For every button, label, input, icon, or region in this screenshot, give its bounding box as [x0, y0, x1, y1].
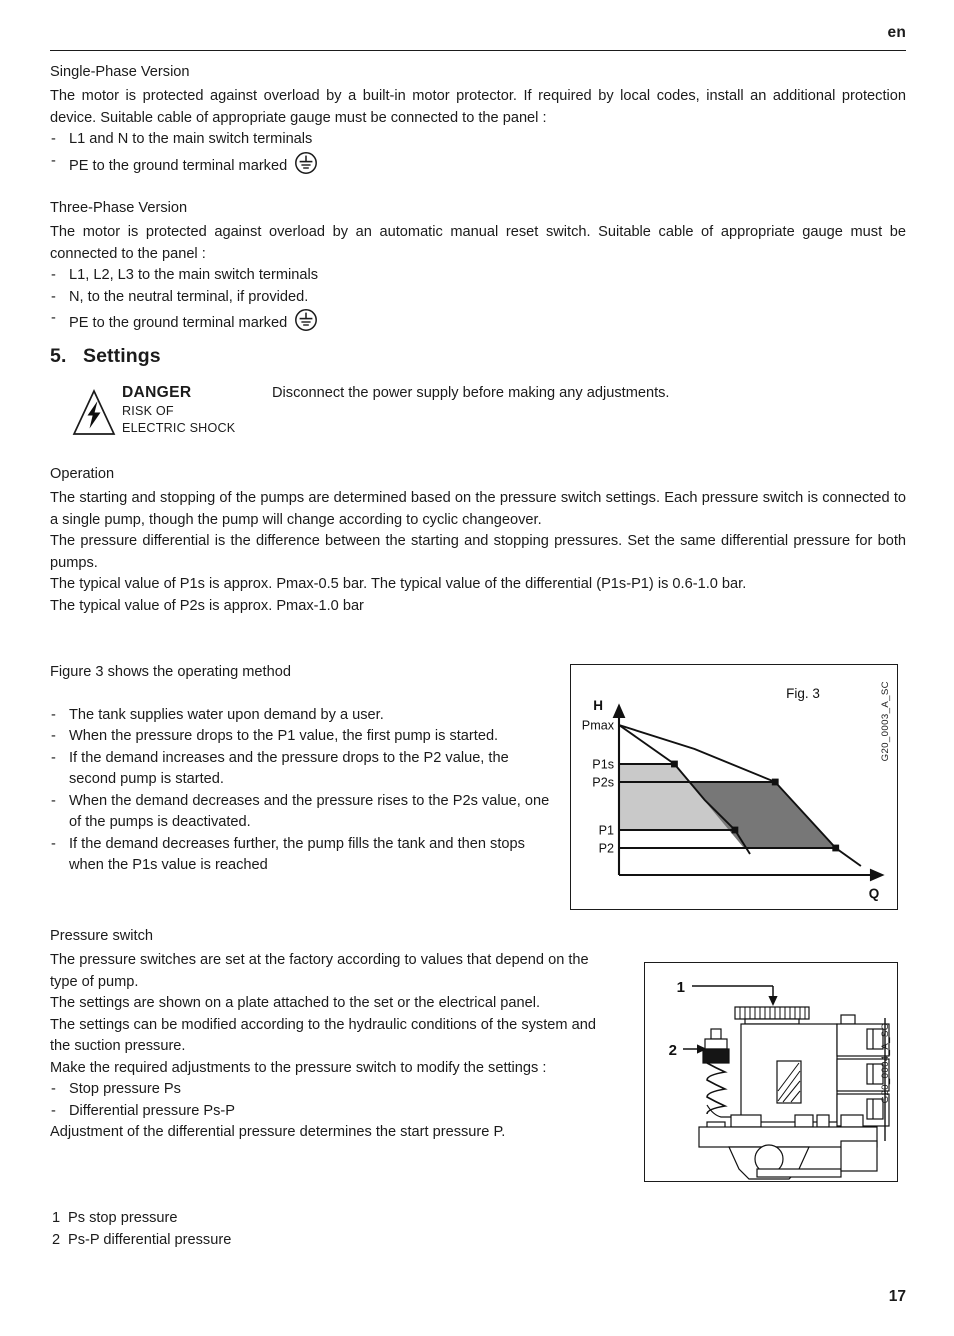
- legend-item-2: [52, 1230, 552, 1252]
- legend-item-1-number: 1: [52, 1210, 61, 1226]
- pressure-switch-bullet-2: Differential pressure Ps-P: [69, 1102, 236, 1119]
- figure3-bullet-1: The tank supplies water upon demand by a user.: [69, 706, 384, 723]
- single-phase-bullet-1: L1 and N to the main switch terminals: [69, 131, 313, 147]
- operation-paragraph-2: The pressure differential is the difference between the starting and stopping pressures. Set the same differential pressure for both pumps.: [50, 533, 906, 571]
- pressure-switch-drawing: [645, 963, 897, 1181]
- electric-shock-warning-icon: [72, 388, 116, 443]
- list-item: [50, 265, 906, 287]
- figure3-bullet-4: When the demand decreases and the pressure rises to the P2s value, one of the pumps is deactivated.: [69, 792, 550, 830]
- figure3-bullet-5: If the demand decreases further, the pump fills the tank and then stops when the P1s value is reached: [69, 835, 525, 873]
- three-phase-heading: Three-Phase Version: [50, 200, 188, 216]
- svg-text:2: 2: [668, 1042, 677, 1059]
- figure3-bullet-3: If the demand increases and the pressure drops to the P2 value, the second pump is started.: [69, 749, 509, 787]
- pressure-switch-paragraph-3: The settings can be modified according to the hydraulic conditions of the system and the suction pressure.: [50, 1016, 596, 1054]
- operation-section: [50, 464, 906, 617]
- list-item: [50, 834, 555, 877]
- danger-subtitle-line-1: RISK OF: [122, 404, 174, 418]
- section-heading: [50, 345, 161, 368]
- single-phase-heading: Single-Phase Version: [50, 64, 190, 80]
- legend-item-1: [52, 1208, 552, 1230]
- ground-symbol-icon: [294, 308, 318, 340]
- svg-text:Fig. 3: Fig. 3: [786, 686, 820, 701]
- list-item: [50, 129, 906, 151]
- ground-symbol-icon: [294, 151, 318, 183]
- svg-text:P2: P2: [598, 841, 614, 856]
- danger-title: DANGER: [122, 384, 192, 401]
- list-item: [50, 151, 906, 183]
- svg-text:1: 1: [676, 979, 685, 996]
- list-item: [50, 748, 555, 791]
- svg-text:H: H: [593, 698, 603, 713]
- danger-subtitle-line-2: ELECTRIC SHOCK: [122, 421, 236, 435]
- single-phase-section: [50, 62, 906, 182]
- operation-paragraph-1: The starting and stopping of the pumps are determined based on the pressure switch settings. Each pressure switch is connected to a single pump, though the pump will change according to cyclic changeover.: [50, 490, 906, 528]
- figure-4-code: G20_0004_A_SC: [880, 1023, 891, 1104]
- operation-paragraph-3: The typical value of P1s is approx. Pmax-0.5 bar. The typical value of the differential (P1s-P1) is 0.6-1.0 bar.: [50, 576, 747, 592]
- figure-4-pressure-switch: [644, 962, 898, 1182]
- section-title: Settings: [83, 345, 161, 367]
- pressure-flow-chart: [571, 665, 897, 909]
- single-phase-bullet-2: PE to the ground terminal marked: [69, 157, 288, 174]
- pressure-switch-list: [50, 1079, 620, 1122]
- pressure-switch-heading: Pressure switch: [50, 928, 153, 944]
- figure-legend: [52, 1208, 552, 1251]
- figure-3-code: G20_0003_A_SC: [880, 681, 891, 762]
- pressure-switch-section: [50, 926, 620, 1144]
- three-phase-paragraph: The motor is protected against overload by an automatic manual reset switch. Suitable cable of appropriate gauge must be connected to the panel :: [50, 224, 906, 262]
- danger-message: Disconnect the power supply before making any adjustments.: [272, 385, 670, 401]
- figure3-intro: Figure 3 shows the operating method: [50, 664, 291, 680]
- figure-3-chart: [570, 664, 898, 910]
- pressure-switch-bullet-1: Stop pressure Ps: [69, 1081, 181, 1097]
- svg-text:Pmax: Pmax: [581, 718, 614, 733]
- danger-notice: [72, 386, 872, 446]
- page-number: 17: [888, 1288, 906, 1305]
- single-phase-list: [50, 129, 906, 182]
- pressure-switch-paragraph-1: The pressure switches are set at the factory according to values that depend on the type of pump.: [50, 952, 589, 990]
- svg-text:Q: Q: [868, 886, 880, 901]
- figure3-bullet-list: [50, 705, 555, 877]
- pressure-switch-paragraph-5: Adjustment of the differential pressure determines the start pressure P.: [50, 1124, 506, 1140]
- three-phase-bullet-3: PE to the ground terminal marked: [69, 315, 288, 331]
- language-indicator: en: [887, 24, 906, 41]
- three-phase-list: [50, 265, 906, 340]
- list-item: [50, 287, 906, 309]
- legend-item-2-text: Ps-P differential pressure: [68, 1231, 232, 1248]
- figure3-text-column: [50, 662, 555, 877]
- three-phase-bullet-1: L1, L2, L3 to the main switch terminals: [69, 267, 319, 283]
- list-item: [50, 705, 555, 727]
- single-phase-paragraph: The motor is protected against overload by a built-in motor protector. If required by local codes, install an additional protection device. Suitable cable of appropriate gauge must be connected to the panel :: [50, 88, 906, 126]
- list-item: [50, 308, 906, 340]
- pressure-switch-paragraph-2: The settings are shown on a plate attached to the set or the electrical panel.: [50, 995, 541, 1011]
- legend-item-2-number: 2: [52, 1231, 61, 1248]
- page-header: [50, 24, 906, 50]
- operation-paragraph-4: The typical value of P2s is approx. Pmax-1.0 bar: [50, 597, 364, 614]
- svg-text:P2s: P2s: [592, 775, 614, 790]
- list-item: [50, 791, 555, 834]
- svg-text:P1s: P1s: [592, 757, 614, 772]
- list-item: [50, 1101, 620, 1123]
- section-number: 5.: [50, 345, 67, 367]
- pressure-switch-paragraph-4: Make the required adjustments to the pressure switch to modify the settings :: [50, 1059, 547, 1076]
- list-item: [50, 1079, 620, 1101]
- operation-heading: Operation: [50, 466, 115, 482]
- svg-text:P1: P1: [598, 823, 614, 838]
- three-phase-bullet-2: N, to the neutral terminal, if provided.: [69, 288, 309, 305]
- list-item: [50, 726, 555, 748]
- figure3-bullet-2: When the pressure drops to the P1 value, the first pump is started.: [69, 728, 499, 744]
- legend-item-1-text: Ps stop pressure: [68, 1210, 178, 1226]
- header-divider: [50, 50, 906, 51]
- three-phase-section: [50, 198, 906, 340]
